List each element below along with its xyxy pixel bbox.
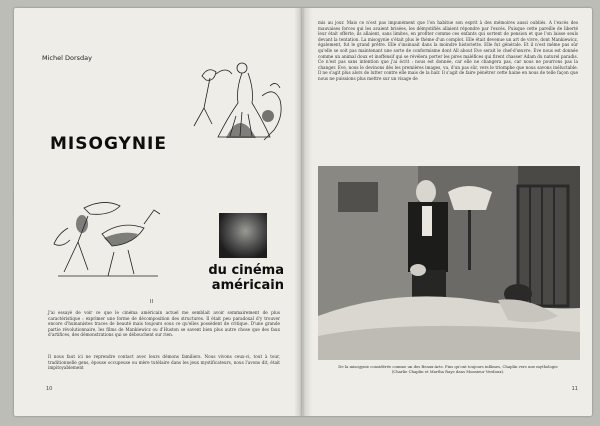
right-paragraph-1: mis au jour. Mais ce n'est pas impunément que l'on habitue son esprit à des mémoires aussi oubliés. A l'excès des mauvaises forces qui les avaient brisées, les démystifiés allaient répondre par l'excès. Puisque cette pareille de liberté leur était offerte, ils allaient, sans limites, en profiter comme ces enfants qui sortent de pension et que l'on laisse seuls devant la tentation. La misogynie s'était plus le thème d'un complot. Elle était devenue un art de vivre, dont Mankiewicz, également, fut le grand prêtre. Elle s'insinuait dans la moindre historiette. Elle fut générale. Et il n'est même pas sûr qu'elle se soit pas maintenant une sorte de conformisme dont All about Eve serait le chef-d'œuvre. Eve nous est donnée comme un animal doux et inoffensif qui se révélera porter les pires maléfices qui firent chasser Adam du naturel paradis. Ce n'est pas sans intention que j'ai écrit : nous est donnée, car elle ne changera pas, car nous ne pourrons pas la changer. Eve, nous le devinons dès les premières images, va, d'un pas sûr, vers le triomphe que nous savons inéluctable. Il ne s'agit plus alors de lutter contre elle mais de la haïr. Il s'agit de faire pénétrer cette haine en nous de telle façon que nous ne puissions plus mettre sur un visage de <box>318 20 578 81</box>
illustration-figures-top <box>182 56 294 152</box>
left-paragraph-2: Il nous faut ici ne reprendre contact avec leurs démons familiers. Nous vivons ceux-ci, tout à tour, traditionnelle gens, épouse occupeuse ou mère tutélaire dans les jeux mystificateurs, nous l'avons dit, était impitoyablement <box>48 354 280 371</box>
book-gutter <box>294 8 312 416</box>
illustration-insect-creatures <box>44 194 172 286</box>
author-name: Michel Dorsday <box>42 54 92 62</box>
subtitle-line-1: du cinéma <box>208 263 284 278</box>
left-paragraph-1: J'ai essayé de voir ce que le cinéma américain actuel me semblait avoir sommairement de plus caractéristique : exprimer une forme de décomposition des structures. Il était peu paradoxal d'y trouver encore d'humanistes traces de beauté mais toujours sous ce qu'elles possèdent de critique. D'une grande partie révolutionnaire, les films de Mankiewicz ou d'Huston se savent bien plus autre chose que des faux d'artifices, des démonstrations qui se débouchent sur rien. <box>48 310 280 338</box>
actress-portrait-photo <box>219 213 267 258</box>
film-still-photo <box>318 166 580 360</box>
section-number: II <box>150 299 153 305</box>
left-page-number: 10 <box>46 386 53 392</box>
right-page <box>302 8 592 416</box>
photo-caption: De la misogynie considérée comme un des Beaux-Arts. Fins qu'ont toujours infâmes, Chaplin vers une mythologie (Charlie Chaplin et Martha Raye dans Monsieur Verdoux). <box>338 364 558 374</box>
magazine-spread <box>14 8 592 416</box>
subtitle-line-2: américain <box>211 278 284 293</box>
right-page-number: 11 <box>571 386 578 392</box>
left-page <box>14 8 302 416</box>
article-subtitle <box>192 263 284 293</box>
article-title: MISOGYNIE <box>50 134 167 154</box>
